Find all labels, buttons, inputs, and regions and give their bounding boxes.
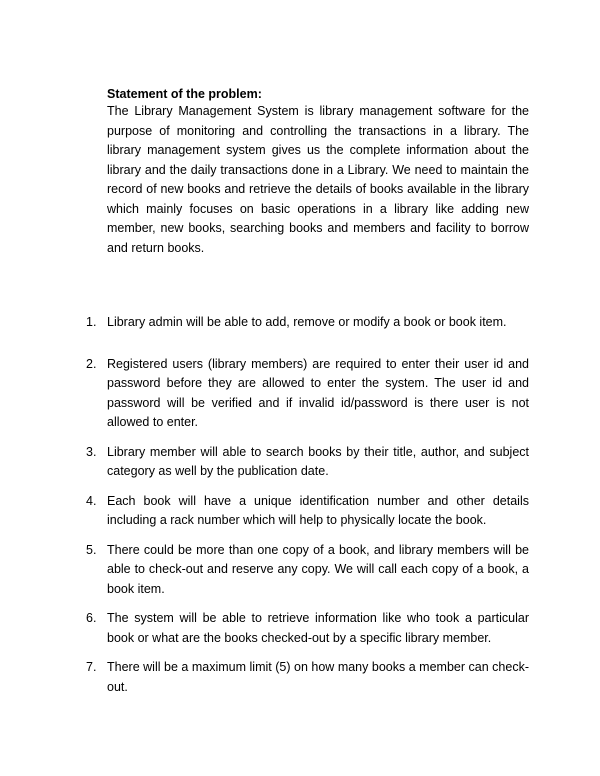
list-item-text: Each book will have a unique identification number and other details including a rack number which will help to physically locate the book. [107, 493, 529, 527]
list-item-number: 7. [86, 660, 97, 674]
list-item [86, 492, 529, 531]
list-item-text: Library member will able to search books by their title, author, and subject category as well by the publication date. [107, 444, 529, 478]
intro-paragraph: The Library Management System is library management software for the purpose of monitoring and controlling the transactions in a library. The library management system gives us the complete information about the library and the daily transactions done in a Library. We need to maintain the record of new books and retrieve the details of books available in the library which mainly focuses on basic operations in a library like adding new member, new books, searching books and members and facility to borrow and return books. [107, 104, 529, 255]
list-item-number: 4. [86, 493, 97, 508]
list-item-text: There will be a maximum limit (5) on how many books a member can check-out. [107, 660, 529, 694]
list-item-text: Library admin will be able to add, remove or modify a book or book item. [107, 315, 507, 329]
list-item [86, 355, 529, 433]
list-item-text: The system will be able to retrieve information like who took a particular book or what are the books checked-out by a specific library member. [107, 611, 529, 645]
list-item-text: There could be more than one copy of a book, and library members will be able to check-out and reserve any copy. We will call each copy of a book, a book item. [107, 542, 529, 596]
list-item-number: 1. [86, 315, 97, 329]
list-item-number: 6. [86, 611, 97, 625]
list-item [86, 443, 529, 482]
list-item-number: 5. [86, 542, 97, 557]
section-heading: Statement of the problem: [107, 87, 262, 101]
list-item [86, 541, 529, 600]
list-item-number: 2. [86, 356, 97, 371]
list-item [86, 658, 529, 697]
list-item-text: Registered users (library members) are required to enter their user id and password before they are allowed to enter the system. The user id and password will be verified and if invalid id/password is there user is not allowed to enter. [107, 356, 529, 429]
list-item [86, 313, 529, 333]
list-item [86, 609, 529, 648]
list-item-number: 3. [86, 444, 97, 459]
requirements-list [86, 313, 529, 707]
